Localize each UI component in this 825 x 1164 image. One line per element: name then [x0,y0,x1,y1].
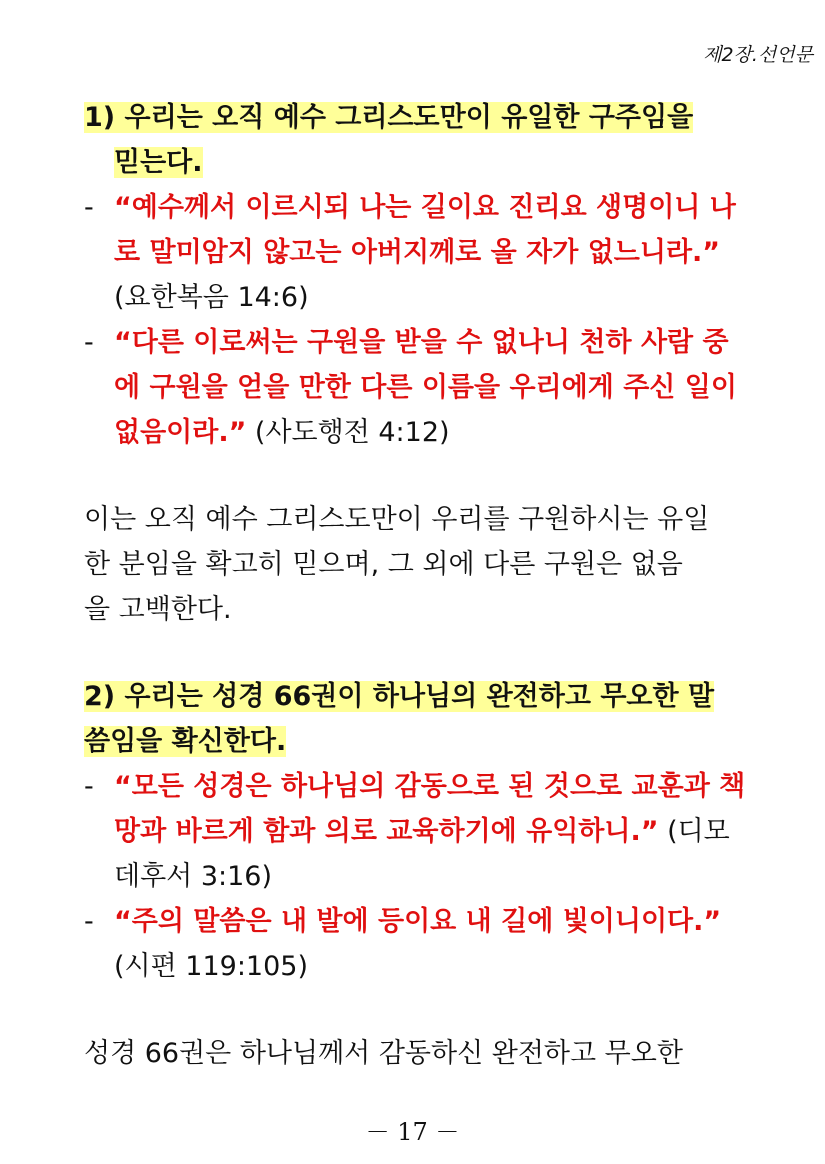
s1-quote2-text1: “다른 이로써는 구원을 받을 수 없나니 천하 사람 중 [114,327,729,358]
s1-quote1-ref: (요한복음 14:6) [114,282,309,313]
s1-body-line1 [84,497,744,542]
spacer [84,989,744,1031]
s2-body-line1 [84,1031,744,1076]
s2-quote2-text1: “주의 말씀은 내 발에 등이요 내 길에 빛이니이다.” [114,906,722,937]
s1-quote2-dash: - [84,327,94,358]
s1-quote2-line1 [84,320,744,365]
s1-quote2-text3: 없음이라.” [114,417,247,448]
s1-quote2-text2: 에 구원을 얻을 만한 다른 이름을 우리에게 주신 일이 [114,372,737,403]
s2-quote1-ref: 데후서 3:16) [114,861,272,892]
s1-body-line2 [84,542,744,587]
spacer [84,632,744,674]
section1-heading-text1: 1) 우리는 오직 예수 그리스도만이 유일한 구주임을 [84,102,694,133]
s2-quote1-line1 [84,764,744,809]
section2-heading-text1: 2) 우리는 성경 66권이 하나님의 완전하고 무오한 말 [84,681,715,712]
s1-quote1-text2: 로 말미암지 않고는 아버지께로 올 자가 없느니라.” [114,237,721,268]
s1-quote1-line2 [84,230,744,275]
s2-quote1-text1: “모든 성경은 하나님의 감동으로 된 것으로 교훈과 책 [114,771,746,802]
s1-body-text1: 이는 오직 예수 그리스도만이 우리를 구원하시는 유일 [84,504,710,535]
section1-heading-line2 [84,140,744,185]
s2-quote2-dash: - [84,906,94,937]
section2-heading-line2 [84,719,744,764]
s1-body-text3: 을 고백한다. [84,594,232,625]
s1-body-text2: 한 분임을 확고히 믿으며, 그 외에 다른 구원은 없음 [84,549,683,580]
s1-quote1-line1 [84,185,744,230]
s1-quote1-text1: “예수께서 이르시되 나는 길이요 진리요 생명이니 나 [114,192,736,223]
s2-quote1-line2 [84,809,744,854]
s2-quote1-ref-line [84,854,744,899]
section1-heading-text2: 믿는다. [114,147,203,178]
s1-quote2-line2 [84,365,744,410]
s2-quote1-dash: - [84,771,94,802]
chapter-header: 제2장.선언문 [703,44,813,66]
s2-quote1-text2: 망과 바르게 함과 의로 교육하기에 유익하니.” [114,816,659,847]
s1-body-line3 [84,587,744,632]
section1-heading-line1 [84,95,744,140]
page-number: － 17 － [365,1118,460,1146]
section2-heading-text2: 씀임을 확신한다. [84,726,287,757]
s2-body-text1: 성경 66권은 하나님께서 감동하신 완전하고 무오한 [84,1038,683,1069]
spacer [84,455,744,497]
s2-quote2-line1 [84,899,744,944]
page-content [84,95,744,1076]
s2-quote2-ref: (시편 119:105) [114,951,308,982]
s1-quote1-ref-line [84,275,744,320]
s2-quote2-ref-line [84,944,744,989]
s2-quote1-ref-inline: (디모 [658,816,730,847]
s1-quote1-dash: - [84,192,94,223]
section2-heading-line1 [84,674,744,719]
s1-quote2-line3 [84,410,744,455]
s1-quote2-ref: (사도행전 4:12) [246,417,450,448]
